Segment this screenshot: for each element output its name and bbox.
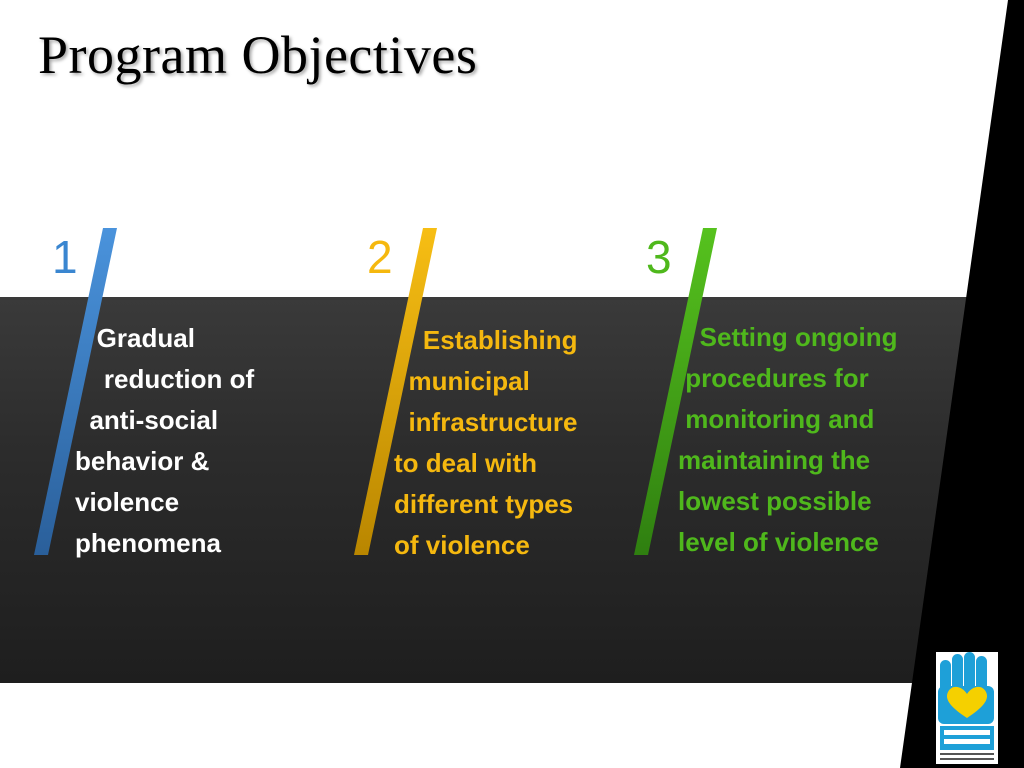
objective-text-1: Gradual reduction of anti-social behavior & violence phenomena bbox=[75, 323, 255, 558]
objective-text-2: Establishing municipal infrastructure to deal with different types of violence bbox=[394, 325, 578, 560]
objective-number-1: 1 bbox=[52, 231, 78, 283]
objective-number-3: 3 bbox=[646, 231, 672, 283]
objective-text-3: Setting ongoing procedures for monitoring and maintaining the lowest possible level of violence bbox=[678, 322, 898, 557]
hand-heart-logo-icon bbox=[936, 652, 998, 764]
page-title: Program Objectives bbox=[38, 25, 478, 85]
objective-number-2: 2 bbox=[367, 231, 393, 283]
